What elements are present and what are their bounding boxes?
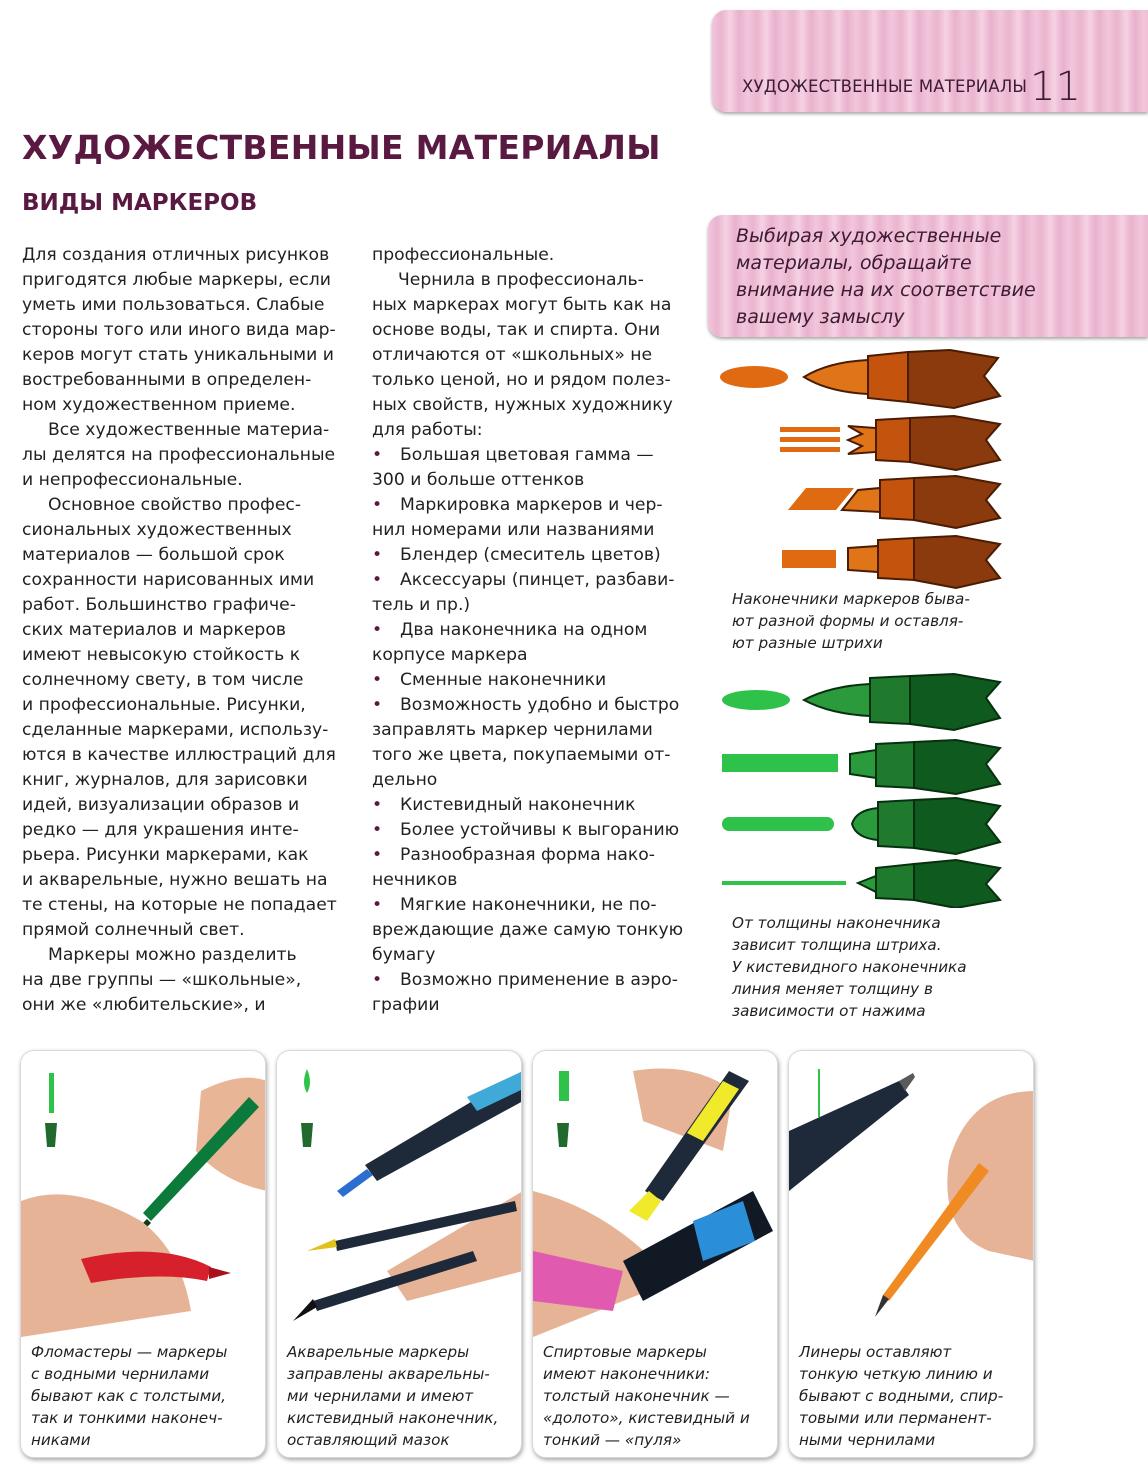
orange-square-marker <box>782 536 1000 588</box>
marker-tip-icon <box>45 1123 57 1147</box>
text-line: книг, журналов, для зарисовки <box>22 770 308 790</box>
text-line: Чернила в профессиональ- <box>398 270 644 290</box>
card-alcohol <box>532 1050 778 1458</box>
text-line: они же «любительские», и <box>22 995 266 1015</box>
bullet-dot: • <box>372 670 383 690</box>
caption-line: бывают как с толстыми, <box>31 1387 226 1405</box>
text-line: Для создания отличных рисунков <box>22 245 330 265</box>
marker-tip-icon <box>557 1123 569 1147</box>
caption-line: толстый наконечник — <box>543 1387 730 1405</box>
bullet-dot: • <box>372 570 383 590</box>
marker-cap-icon <box>878 538 914 580</box>
tip-line: внимание на их соответствие <box>736 279 1036 301</box>
bullet-dot: • <box>372 620 383 640</box>
feature-list <box>372 443 692 1018</box>
marker-tip-icon <box>804 684 870 716</box>
page-title: ХУДОЖЕСТВЕННЫЕ МАТЕРИАЛЫ <box>22 128 661 167</box>
bullet-item <box>372 493 692 518</box>
card-caption <box>799 1341 1003 1451</box>
text-line: Основное свойство профес- <box>48 495 302 515</box>
text-line: керов могут стать уникальными и <box>22 345 334 365</box>
marker-tip-icon <box>858 876 876 892</box>
marker-tip-icon <box>804 360 868 394</box>
caption-orange-tips <box>732 588 970 654</box>
running-header: ХУДОЖЕСТВЕННЫЕ МАТЕРИАЛЫ <box>742 77 1028 96</box>
card-caption <box>543 1341 750 1451</box>
stroke-swatch <box>780 427 840 432</box>
caption-line: У кистевидного наконечника <box>732 958 967 976</box>
bullet-text: Большая цветовая гамма — <box>400 445 654 465</box>
page-number: 11 <box>1030 64 1081 110</box>
green-brush-marker <box>722 674 1000 730</box>
marker-cap-icon <box>880 478 914 520</box>
orange-chisel-marker <box>788 476 1000 528</box>
bullet-text: нил номерами или названиями <box>372 520 655 540</box>
bullet-text: тель и пр.) <box>372 595 471 615</box>
text-line: идей, визуализации образов и <box>22 795 300 815</box>
bullet-text: 300 и больше оттенков <box>372 470 585 490</box>
green-wide-marker <box>722 740 1000 794</box>
bullet-item-continuation <box>372 643 692 668</box>
green-markers <box>722 674 1000 908</box>
tip-line: вашему замыслу <box>736 306 905 328</box>
bullet-text: нечников <box>372 870 458 890</box>
marker-body <box>914 536 1000 588</box>
text-line: сиональных художественных <box>22 520 292 540</box>
caption-line: тонкую четкую линию и <box>799 1365 993 1383</box>
bullet-item <box>372 893 692 918</box>
tip-line: Выбирая художественные <box>736 225 1002 247</box>
caption-line: никами <box>31 1431 91 1449</box>
stroke-swatch <box>722 690 790 710</box>
bullet-item <box>372 543 692 568</box>
bullet-item-continuation <box>372 868 692 893</box>
caption-line: с водными чернилами <box>31 1365 210 1383</box>
bullet-item <box>372 668 692 693</box>
hand-photo <box>21 1051 266 1337</box>
text-line: сделанные маркерами, использу- <box>22 720 329 740</box>
bullet-item-continuation <box>372 943 692 968</box>
orange-markers <box>720 350 1000 588</box>
caption-line: кистевидный наконечник, <box>287 1409 499 1427</box>
marker-tip-icon <box>852 808 878 840</box>
bullet-text: бумагу <box>372 945 436 965</box>
caption-line: ют разной формы и оставля- <box>732 612 964 630</box>
bullet-dot: • <box>372 695 383 715</box>
caption-green-tips <box>732 912 967 1022</box>
bullet-dot: • <box>372 495 383 515</box>
text-line: уметь ими пользоваться. Слабые <box>22 295 325 315</box>
text-line: и профессиональные. Рисунки, <box>22 695 306 715</box>
marker-body <box>908 350 1000 408</box>
marker-tip-icon <box>301 1123 313 1147</box>
hand-photo <box>533 1051 778 1337</box>
caption-line: имеют наконечники: <box>543 1365 711 1383</box>
text-line: редко — для украшения инте- <box>22 820 299 840</box>
bullet-dot: • <box>372 845 383 865</box>
stroke-swatch <box>722 754 838 772</box>
bullet-dot: • <box>372 820 383 840</box>
tip-box <box>708 215 1148 337</box>
text-line: и непрофессиональные. <box>22 470 243 490</box>
stroke-swatch <box>818 1069 820 1117</box>
text-line: стороны того или иного вида мар- <box>22 320 336 340</box>
text-line: профессиональные. <box>372 245 555 265</box>
card-caption <box>31 1341 227 1451</box>
caption-line: тонкий — «пуля» <box>543 1431 682 1449</box>
section-title: ВИДЫ МАРКЕРОВ <box>22 190 258 216</box>
bullet-text: графии <box>372 995 440 1015</box>
caption-line: Спиртовые маркеры <box>543 1343 707 1361</box>
marker-body <box>914 740 1000 794</box>
bullet-text: Кистевидный наконечник <box>400 795 636 815</box>
marker-cap-icon <box>870 676 910 724</box>
green-round-marker <box>722 798 1000 854</box>
text-line: те стены, на которые не попадает <box>22 895 337 915</box>
bullet-text: Возможно применение в аэро- <box>400 970 678 990</box>
bullet-text: Возможность удобно и быстро <box>400 695 680 715</box>
bullet-item-continuation <box>372 918 692 943</box>
text-line: ных свойств, нужных художнику <box>372 395 673 415</box>
marker-tip-icon <box>848 426 876 454</box>
hand-photo <box>277 1051 522 1337</box>
marker-tip-icon <box>850 750 876 778</box>
stroke-swatch <box>49 1073 54 1113</box>
marker-cap-icon <box>876 864 914 900</box>
bullet-text: заправлять маркер чернилами <box>372 720 653 740</box>
caption-line: заправлены акварельны- <box>287 1365 490 1383</box>
bullet-text: Блендер (смеситель цветов) <box>400 545 661 565</box>
bullet-text: Сменные наконечники <box>400 670 607 690</box>
caption-line: ют разные штрихи <box>732 634 883 652</box>
bullet-item <box>372 443 692 468</box>
bullet-item-continuation <box>372 718 692 743</box>
stroke-swatch <box>780 447 840 452</box>
bullet-text: корпусе маркера <box>372 645 528 665</box>
bullet-item <box>372 843 692 868</box>
caption-line: Линеры оставляют <box>799 1343 952 1361</box>
caption-line: Акварельные маркеры <box>287 1343 470 1361</box>
bullet-text: Более устойчивы к выгоранию <box>400 820 680 840</box>
caption-line: зависимости от нажима <box>732 1002 926 1020</box>
marker-cap-icon <box>876 418 910 462</box>
text-line: ются в качестве иллюстраций для <box>22 745 336 765</box>
text-line: Все художественные материа- <box>48 420 330 440</box>
stroke-swatch <box>722 881 846 885</box>
caption-line: зависит толщина штриха. <box>732 936 942 954</box>
bullet-item-continuation <box>372 743 692 768</box>
bullet-item-continuation <box>372 993 692 1018</box>
bullet-item <box>372 793 692 818</box>
bullet-text: Маркировка маркеров и чер- <box>400 495 663 515</box>
bullet-item <box>372 618 692 643</box>
text-line: отличаются от «школьных» не <box>372 345 653 365</box>
stroke-swatch <box>559 1071 569 1101</box>
bullet-dot: • <box>372 795 383 815</box>
bullet-dot: • <box>372 895 383 915</box>
card-liner <box>788 1050 1034 1458</box>
text-line: сохранности нарисованных ими <box>22 570 315 590</box>
card-felt-tip <box>20 1050 266 1458</box>
text-line: работ. Большинство графиче- <box>22 595 296 615</box>
text-line: Маркеры можно разделить <box>48 945 297 965</box>
text-line: для работы: <box>372 420 483 440</box>
card-caption <box>287 1341 498 1451</box>
marker-body <box>910 674 1000 730</box>
marker-cap-icon <box>876 742 914 788</box>
marker-body <box>914 798 1000 854</box>
bullet-item-continuation <box>372 518 692 543</box>
bullet-dot: • <box>372 445 383 465</box>
bullet-item-continuation <box>372 593 692 618</box>
stroke-swatch <box>722 817 834 831</box>
text-line: рьера. Рисунки маркерами, как <box>22 845 309 865</box>
marker-body <box>910 416 1000 470</box>
text-line: ных маркерах могут быть как на <box>372 295 672 315</box>
bullet-text: вреждающие даже самую тонкую <box>372 920 684 940</box>
text-line: лы делятся на профессиональные <box>22 445 336 465</box>
bullet-text: Мягкие наконечники, не по- <box>400 895 657 915</box>
text-line: и акварельные, нужно вешать на <box>22 870 328 890</box>
tip-line: материалы, обращайте <box>736 252 972 274</box>
text-line: ских материалов и маркеров <box>22 620 286 640</box>
bullet-text: Два наконечника на одном <box>400 620 648 640</box>
bullet-item <box>372 693 692 718</box>
text-line: солнечному свету, в том числе <box>22 670 304 690</box>
marker-body <box>914 476 1000 528</box>
marker-cap-icon <box>878 800 914 848</box>
caption-line: Фломастеры — маркеры <box>31 1343 228 1361</box>
bullet-text: того же цвета, покупаемыми от- <box>372 745 671 765</box>
stroke-swatch <box>720 366 788 388</box>
stroke-swatch <box>782 550 836 568</box>
body-column-2 <box>372 243 692 1018</box>
card-watercolor <box>276 1050 522 1458</box>
bullet-item <box>372 818 692 843</box>
caption-line: Наконечники маркеров быва- <box>732 590 970 608</box>
bullet-dot: • <box>372 545 383 565</box>
caption-line: бывают с водными, спир- <box>799 1387 1004 1405</box>
orange-split-marker <box>780 416 1000 470</box>
marker-body <box>914 860 1000 908</box>
bullet-item-continuation <box>372 768 692 793</box>
text-line: ном художественном приеме. <box>22 395 296 415</box>
text-line: имеют невысокую стойкость к <box>22 645 301 665</box>
marker-cap-icon <box>868 352 908 402</box>
bullet-item <box>372 568 692 593</box>
stroke-swatch <box>780 437 840 442</box>
bullet-text: Аксессуары (пинцет, разбави- <box>400 570 675 590</box>
caption-line: От толщины наконечника <box>732 914 941 932</box>
caption-line: ными чернилами <box>799 1431 936 1449</box>
hand-photo <box>789 1051 1034 1337</box>
text-line: материалов — большой срок <box>22 545 285 565</box>
green-fine-marker <box>722 860 1000 908</box>
text-line: пригодятся любые маркеры, если <box>22 270 331 290</box>
caption-line: товыми или перманент- <box>799 1409 992 1427</box>
bullet-item-continuation <box>372 468 692 493</box>
orange-brush-marker <box>720 350 1000 408</box>
caption-line: оставляющий мазок <box>287 1431 450 1449</box>
bullet-text: Разнообразная форма нако- <box>400 845 656 865</box>
text-line: востребованными в определен- <box>22 370 312 390</box>
body-column-1 <box>22 243 342 1018</box>
caption-line: ми чернилами и имеют <box>287 1387 474 1405</box>
text-line: прямой солнечный свет. <box>22 920 245 940</box>
bullet-dot: • <box>372 970 383 990</box>
header-tab <box>712 10 1148 112</box>
marker-tip-icon <box>848 546 878 572</box>
text-line: на две группы — «школьные», <box>22 970 302 990</box>
caption-line: так и тонкими наконеч- <box>31 1409 223 1427</box>
bullet-text: дельно <box>372 770 438 790</box>
caption-line: линия меняет толщину в <box>732 980 933 998</box>
caption-line: «долото», кистевидный и <box>543 1409 750 1427</box>
text-line: только ценой, но и рядом полез- <box>372 370 671 390</box>
text-line: основе воды, так и спирта. Они <box>372 320 661 340</box>
bullet-item <box>372 968 692 993</box>
